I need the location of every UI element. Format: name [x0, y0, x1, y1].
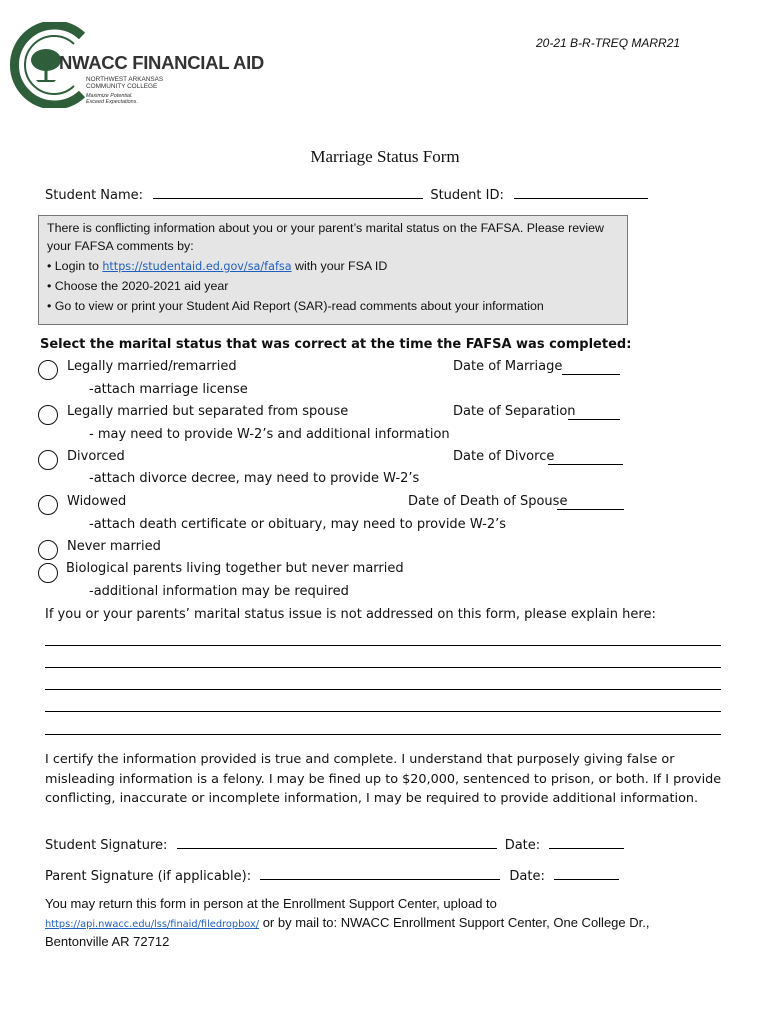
radio-divorced[interactable]	[38, 450, 58, 470]
student-signature-label: Student Signature:	[45, 838, 168, 853]
form-code: 20-21 B-R-TREQ MARR21	[536, 36, 681, 50]
parent-signature-label: Parent Signature (if applicable):	[45, 869, 252, 884]
option-biological-parents-label: Biological parents living together but never married	[66, 561, 404, 576]
student-signature-field[interactable]	[177, 836, 497, 849]
date-of-divorce-field[interactable]	[548, 464, 623, 465]
logo-tagline: Maximize Potential. Exceed Expectations.	[86, 93, 138, 105]
logo-title: NWACC FINANCIAL AID	[59, 52, 264, 73]
return-line-3: Bentonville AR 72712	[45, 934, 170, 949]
notice-bullet-aid-year: • Choose the 2020-2021 aid year	[47, 278, 229, 293]
date-of-separation-field[interactable]	[568, 419, 620, 420]
date-of-death-field[interactable]	[557, 509, 624, 510]
option-widowed-note: -attach death certificate or obituary, may need to provide W-2’s	[89, 517, 507, 532]
notice-intro: There is conflicting information about you or your parent’s marital status on the FAFSA. Please review your FAFSA comments by:	[47, 221, 604, 253]
date-of-marriage-label: Date of Marriage	[453, 359, 563, 374]
date-of-marriage-field[interactable]	[562, 374, 620, 375]
option-separated-note: - may need to provide W-2’s and additional information	[89, 427, 450, 442]
notice-bullet-sar: • Go to view or print your Student Aid Report (SAR)-read comments about your information	[47, 298, 544, 313]
student-date-field[interactable]	[549, 836, 624, 849]
option-biological-parents-note: -additional information may be required	[89, 584, 349, 599]
option-legally-married-note: -attach marriage license	[89, 382, 248, 397]
option-separated-label: Legally married but separated from spouse	[67, 404, 349, 419]
parent-signature-field[interactable]	[260, 867, 500, 880]
radio-never-married[interactable]	[38, 540, 58, 560]
explain-prompt: If you or your parents’ marital status issue is not addressed on this form, please explain here:	[45, 607, 656, 622]
option-divorced-label: Divorced	[67, 449, 125, 464]
option-divorced-note: -attach divorce decree, may need to provide W-2’s	[89, 471, 420, 486]
logo-college-name: NORTHWEST ARKANSAS COMMUNITY COLLEGE	[86, 76, 164, 90]
parent-date-field[interactable]	[554, 867, 619, 880]
select-heading: Select the marital status that was correct at the time the FAFSA was completed:	[40, 337, 632, 352]
date-of-separation-label: Date of Separation	[453, 404, 576, 419]
explain-line[interactable]	[45, 711, 721, 712]
parent-date-label: Date:	[509, 869, 545, 884]
option-never-married-label: Never married	[67, 539, 161, 554]
student-id-label: Student ID:	[430, 188, 504, 203]
student-name-field[interactable]	[153, 186, 423, 199]
explain-line[interactable]	[45, 645, 721, 646]
certification-text: I certify the information provided is true and complete. I understand that purposely giving false or misleading information is a felony. I may be fined up to $20,000, sentenced to prison, or both. If I provide conflicting, inaccurate or incomplete information, I may be required to provide additional information.	[45, 752, 722, 806]
radio-biological-parents[interactable]	[38, 563, 58, 583]
notice-bullet-login: • Login to https://studentaid.ed.gov/sa/fafsa with your FSA ID	[47, 258, 388, 273]
return-line-1: You may return this form in person at the Enrollment Support Center, upload to	[45, 896, 497, 911]
notice-box	[38, 215, 628, 325]
explain-line[interactable]	[45, 734, 721, 735]
form-title: Marriage Status Form	[310, 147, 460, 166]
date-of-death-label: Date of Death of Spouse	[408, 494, 568, 509]
return-line-2: https://api.nwacc.edu/lss/finaid/filedropbox/ or by mail to: NWACC Enrollment Support Center, One College Dr.,	[45, 915, 650, 930]
student-date-label: Date:	[504, 838, 541, 853]
filedropbox-link[interactable]: https://api.nwacc.edu/lss/finaid/filedropbox/	[45, 919, 260, 930]
radio-legally-married[interactable]	[38, 360, 58, 380]
date-of-divorce-label: Date of Divorce	[453, 449, 555, 464]
radio-widowed[interactable]	[38, 495, 58, 515]
student-name-label: Student Name:	[45, 188, 144, 203]
fafsa-link[interactable]: https://studentaid.ed.gov/sa/fafsa	[102, 259, 292, 273]
explain-line[interactable]	[45, 667, 721, 668]
option-legally-married-label: Legally married/remarried	[67, 359, 237, 374]
explain-line[interactable]	[45, 689, 721, 690]
option-widowed-label: Widowed	[67, 494, 127, 509]
radio-separated[interactable]	[38, 405, 58, 425]
student-id-field[interactable]	[514, 186, 648, 199]
